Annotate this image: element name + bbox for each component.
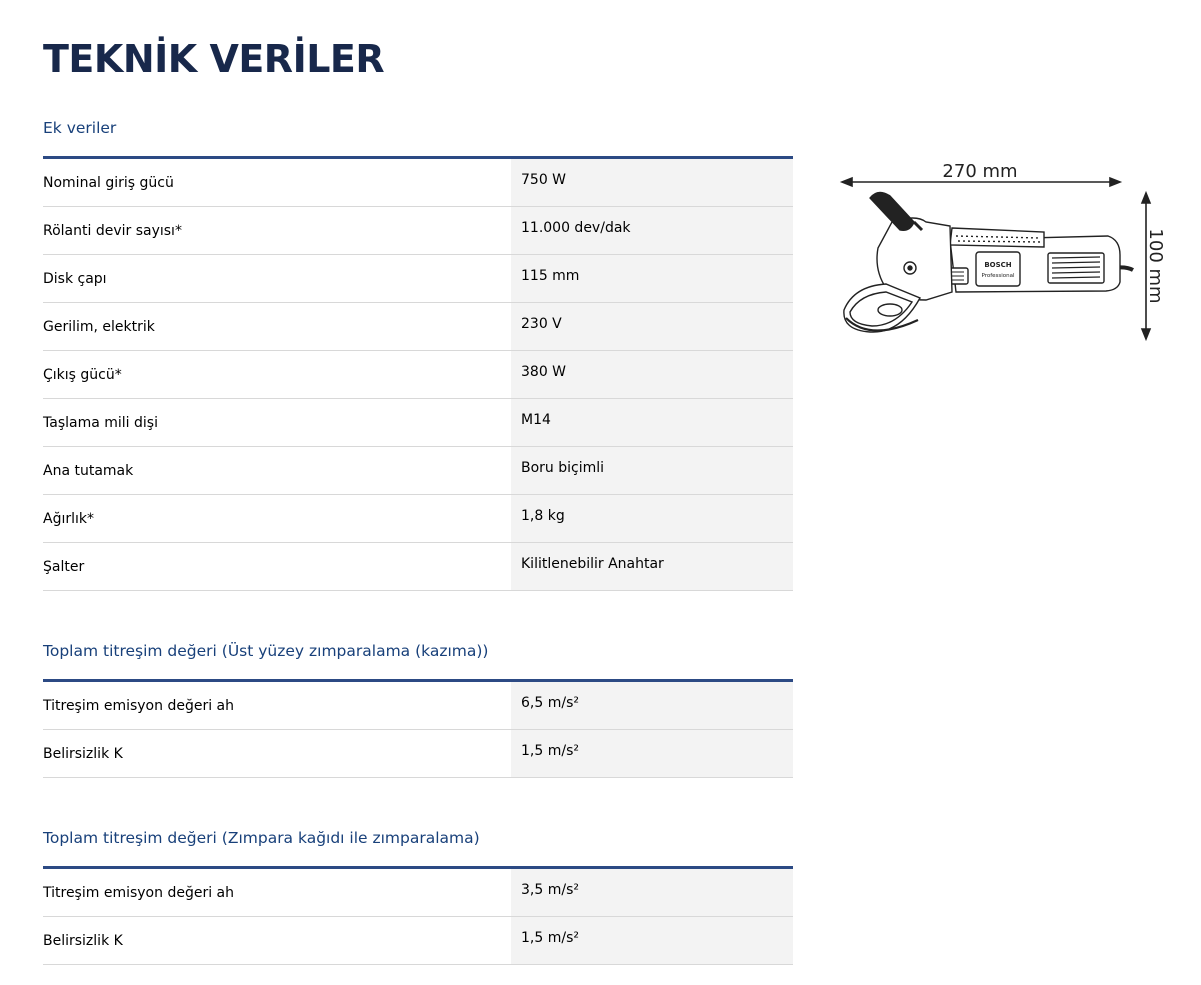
spec-label: Rölanti devir sayısı* bbox=[43, 223, 182, 239]
spec-value: 115 mm bbox=[511, 255, 793, 302]
spec-section-vibration-sandpaper bbox=[43, 827, 793, 965]
spec-value: Boru biçimli bbox=[511, 447, 793, 494]
spec-row bbox=[43, 682, 793, 730]
spec-label: Taşlama mili dişi bbox=[43, 415, 158, 431]
spec-label: Gerilim, elektrik bbox=[43, 319, 155, 335]
spec-value: 1,5 m/s² bbox=[511, 730, 793, 777]
spec-label: Ana tutamak bbox=[43, 463, 134, 479]
spec-value: 1,5 m/s² bbox=[511, 917, 793, 964]
brand-label: BOSCH bbox=[984, 261, 1012, 269]
spec-label: Disk çapı bbox=[43, 271, 107, 287]
spec-value: 6,5 m/s² bbox=[511, 682, 793, 729]
spec-value: 230 V bbox=[511, 303, 793, 350]
section-title: Ek veriler bbox=[43, 119, 117, 137]
spec-value: 380 W bbox=[511, 351, 793, 398]
spec-value: 3,5 m/s² bbox=[511, 869, 793, 916]
product-dimension-drawing bbox=[830, 150, 1180, 350]
spec-row bbox=[43, 255, 793, 303]
section-title: Toplam titreşim değeri (Zımpara kağıdı ile zımparalama) bbox=[43, 829, 480, 847]
length-label: 270 mm bbox=[942, 161, 1018, 182]
spec-row bbox=[43, 159, 793, 207]
spec-table bbox=[43, 679, 793, 778]
spec-value: 1,8 kg bbox=[511, 495, 793, 542]
spec-value: Kilitlenebilir Anahtar bbox=[511, 543, 793, 590]
spec-value: 11.000 dev/dak bbox=[511, 207, 793, 254]
spec-row bbox=[43, 495, 793, 543]
spec-row bbox=[43, 351, 793, 399]
spec-label: Çıkış gücü* bbox=[43, 367, 122, 383]
spec-row bbox=[43, 730, 793, 778]
spec-row bbox=[43, 207, 793, 255]
spec-row bbox=[43, 303, 793, 351]
spec-table bbox=[43, 156, 793, 591]
spec-table bbox=[43, 866, 793, 965]
spec-row bbox=[43, 543, 793, 591]
spec-section-ek-veriler bbox=[43, 117, 793, 591]
section-title: Toplam titreşim değeri (Üst yüzey zımparalama (kazıma)) bbox=[43, 642, 489, 660]
page-title: TEKNİK VERİLER bbox=[43, 37, 385, 81]
spec-row bbox=[43, 869, 793, 917]
spec-value: 750 W bbox=[511, 159, 793, 206]
spec-row bbox=[43, 917, 793, 965]
spec-label: Nominal giriş gücü bbox=[43, 175, 174, 191]
spec-row bbox=[43, 399, 793, 447]
spec-label: Belirsizlik K bbox=[43, 933, 123, 949]
spec-label: Titreşim emisyon değeri ah bbox=[43, 885, 234, 901]
spec-label: Belirsizlik K bbox=[43, 746, 123, 762]
spec-section-vibration-surface bbox=[43, 640, 793, 778]
spec-value: M14 bbox=[511, 399, 793, 446]
height-label: 100 mm bbox=[1145, 228, 1166, 304]
spec-label: Ağırlık* bbox=[43, 511, 94, 527]
model-label: Professional bbox=[981, 273, 1015, 279]
spec-label: Şalter bbox=[43, 559, 85, 575]
spec-row bbox=[43, 447, 793, 495]
spec-label: Titreşim emisyon değeri ah bbox=[43, 698, 234, 714]
